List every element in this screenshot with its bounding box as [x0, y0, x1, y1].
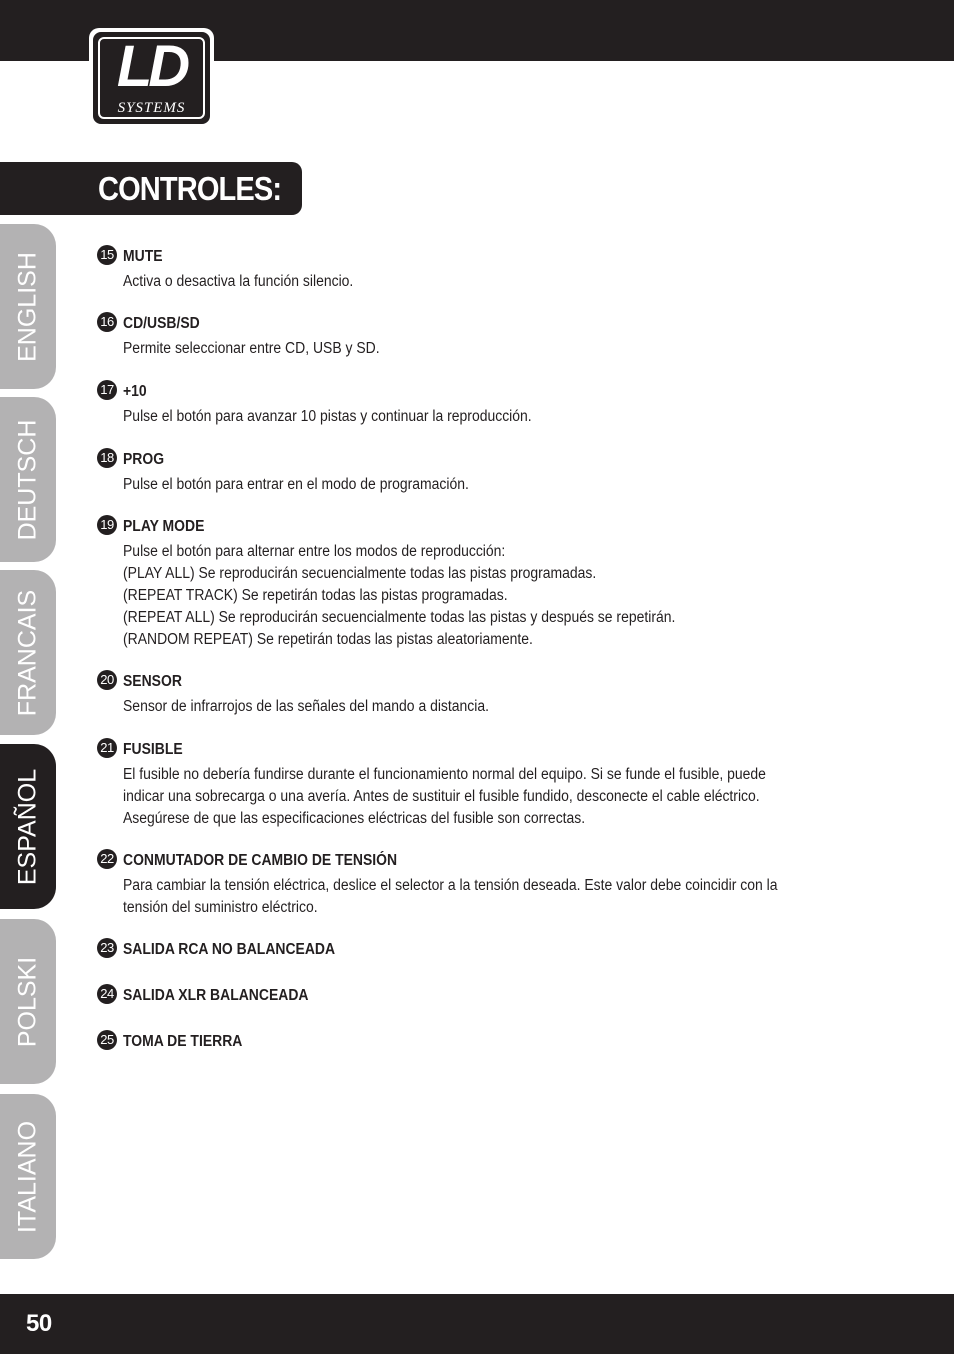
- description-line: Activa o desactiva la función silencio.: [123, 273, 354, 290]
- lang-tab-label: ITALIANO: [13, 1120, 42, 1233]
- description-line: (REPEAT ALL) Se reproducirán secuencialmente todas las pistas y después se repetirán.: [123, 609, 676, 626]
- item-title: +10: [123, 383, 147, 400]
- logo-main-text: LD: [116, 34, 187, 99]
- bottom-bar: [0, 1294, 954, 1354]
- lang-tab-label: ENGLISH: [13, 251, 42, 362]
- description-line: Asegúrese de que las especificaciones eléctricas del fusible son correctas.: [123, 810, 586, 827]
- item-description: [123, 474, 469, 496]
- lang-tab-label: POLSKI: [13, 956, 42, 1047]
- item-number-badge: 25: [97, 1030, 117, 1050]
- item-description: [123, 541, 675, 651]
- lang-tab-label: DEUTSCH: [13, 419, 42, 540]
- description-line: indicar una sobrecarga o una avería. Antes de sustituir el fusible fundido, desconecte el cable eléctrico.: [123, 788, 760, 805]
- description-line: (PLAY ALL) Se reproducirán secuencialmente todas las pistas programadas.: [123, 565, 597, 582]
- item-number-badge: 20: [97, 670, 117, 690]
- item-number-badge: 22: [97, 849, 117, 869]
- description-line: Pulse el botón para entrar en el modo de programación.: [123, 476, 469, 493]
- item-number-badge: 24: [97, 984, 117, 1004]
- description-line: tensión del suministro eléctrico.: [123, 899, 318, 916]
- item-description: [123, 271, 353, 293]
- item-number-badge: 16: [97, 312, 117, 332]
- description-line: (RANDOM REPEAT) Se repetirán todas las pistas aleatoriamente.: [123, 631, 533, 648]
- item-title: SALIDA RCA NO BALANCEADA: [123, 941, 336, 958]
- item-description: [123, 696, 489, 718]
- item-title: PROG: [123, 451, 165, 468]
- item-title: MUTE: [123, 248, 163, 265]
- item-number-badge: 21: [97, 738, 117, 758]
- description-line: El fusible no debería fundirse durante el funcionamiento normal del equipo. Si se funde el fusible, puede: [123, 766, 766, 783]
- item-description: [123, 764, 766, 830]
- lang-tab-label: ESPAÑOL: [13, 768, 42, 885]
- item-number-badge: 18: [97, 448, 117, 468]
- description-line: (REPEAT TRACK) Se repetirán todas las pistas programadas.: [123, 587, 508, 604]
- page-number: 50: [26, 1310, 52, 1337]
- item-title: CONMUTADOR DE CAMBIO DE TENSIÓN: [123, 852, 398, 869]
- item-number-badge: 15: [97, 245, 117, 265]
- description-line: Sensor de infrarrojos de las señales del mando a distancia.: [123, 698, 490, 715]
- item-title: TOMA DE TIERRA: [123, 1033, 243, 1050]
- item-title: SENSOR: [123, 673, 182, 690]
- item-title: SALIDA XLR BALANCEADA: [123, 987, 309, 1004]
- item-number-badge: 23: [97, 938, 117, 958]
- lang-tab-label: FRANCAIS: [13, 589, 42, 716]
- item-title: PLAY MODE: [123, 518, 205, 535]
- item-description: [123, 338, 380, 360]
- item-description: [123, 875, 777, 919]
- item-title: CD/USB/SD: [123, 315, 200, 332]
- description-line: Pulse el botón para alternar entre los modos de reproducción:: [123, 543, 506, 560]
- item-number-badge: 19: [97, 515, 117, 535]
- page-title: CONTROLES:: [98, 170, 282, 207]
- item-title: FUSIBLE: [123, 741, 183, 758]
- logo-sub-text: SYSTEMS: [117, 100, 186, 116]
- description-line: Pulse el botón para avanzar 10 pistas y continuar la reproducción.: [123, 408, 532, 425]
- description-line: Permite seleccionar entre CD, USB y SD.: [123, 340, 380, 357]
- item-description: [123, 406, 532, 428]
- description-line: Para cambiar la tensión eléctrica, deslice el selector a la tensión deseada. Este valor debe coincidir con la: [123, 877, 778, 894]
- item-number-badge: 17: [97, 380, 117, 400]
